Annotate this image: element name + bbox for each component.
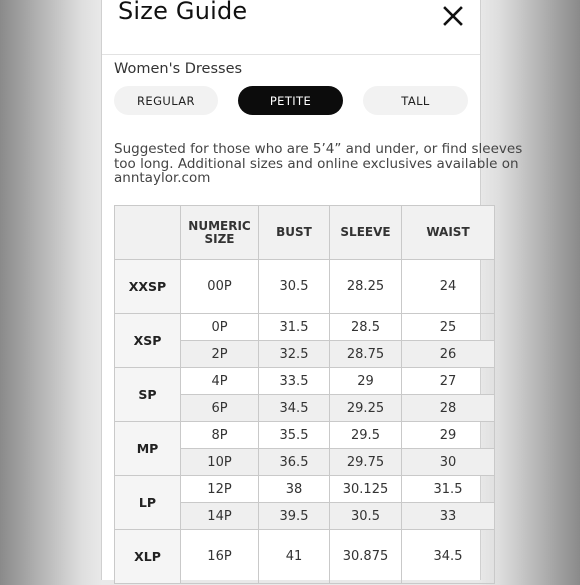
sleeve-cell: 30.5 [330,503,402,530]
alpha-size-cell: SP [115,368,181,422]
bust-cell: 33.5 [259,368,330,395]
header-numeric-size: NUMERIC SIZE [181,206,259,260]
waist-cell: 34.5 [402,530,495,584]
sleeve-cell: 28.5 [330,314,402,341]
description-line: Suggested for those who are 5’4” and under, or find sleeves [114,141,523,157]
table-header-row [115,206,495,260]
waist-cell: 29 [402,422,495,449]
numeric-size-cell: 4P [181,368,259,395]
header-divider [102,54,480,55]
bust-cell: 35.5 [259,422,330,449]
waist-cell: 24 [402,260,495,314]
numeric-size-cell: 6P [181,395,259,422]
description-line: anntaylor.com [114,170,211,187]
sleeve-cell: 29.25 [330,395,402,422]
bust-cell: 38 [259,476,330,503]
table-row [115,422,495,449]
waist-cell: 28 [402,395,495,422]
header-sleeve: SLEEVE [330,206,402,260]
bust-cell: 32.5 [259,341,330,368]
table-row [115,260,495,314]
tab-tall[interactable]: TALL [363,86,468,115]
table-row [115,314,495,341]
waist-cell: 27 [402,368,495,395]
size-table-container[interactable] [114,205,468,585]
table-row [115,476,495,503]
numeric-size-cell: 10P [181,449,259,476]
waist-cell: 26 [402,341,495,368]
header-blank [115,206,181,260]
close-button[interactable] [439,2,467,30]
numeric-size-cell: 16P [181,530,259,584]
sleeve-cell: 28.25 [330,260,402,314]
numeric-size-cell: 12P [181,476,259,503]
close-icon [439,2,467,30]
numeric-size-cell: 14P [181,503,259,530]
alpha-size-cell: XXSP [115,260,181,314]
numeric-size-cell: 8P [181,422,259,449]
alpha-size-cell: MP [115,422,181,476]
size-table [114,205,495,584]
numeric-size-cell: 00P [181,260,259,314]
numeric-size-cell: 0P [181,314,259,341]
waist-cell: 30 [402,449,495,476]
sleeve-cell: 29.5 [330,422,402,449]
category-label: Women's Dresses [114,61,243,77]
fit-description [114,142,534,186]
waist-cell: 33 [402,503,495,530]
bust-cell: 34.5 [259,395,330,422]
alpha-size-cell: XSP [115,314,181,368]
sleeve-cell: 29 [330,368,402,395]
alpha-size-cell: LP [115,476,181,530]
header-bust: BUST [259,206,330,260]
waist-cell: 31.5 [402,476,495,503]
bust-cell: 36.5 [259,449,330,476]
numeric-size-cell: 2P [181,341,259,368]
modal-title: Size Guide [118,0,248,25]
sleeve-cell: 30.875 [330,530,402,584]
sleeve-cell: 28.75 [330,341,402,368]
sleeve-cell: 29.75 [330,449,402,476]
bust-cell: 39.5 [259,503,330,530]
bust-cell: 41 [259,530,330,584]
alpha-size-cell: XLP [115,530,181,584]
tab-petite[interactable]: PETITE [238,86,343,115]
waist-cell: 25 [402,314,495,341]
bust-cell: 30.5 [259,260,330,314]
table-row [115,530,495,584]
bust-cell: 31.5 [259,314,330,341]
description-line: too long. Additional sizes and online exclusives available on [114,155,519,172]
tab-regular[interactable]: REGULAR [114,86,218,115]
size-guide-modal [101,0,523,580]
sleeve-cell: 30.125 [330,476,402,503]
table-row [115,368,495,395]
header-waist: WAIST [402,206,495,260]
